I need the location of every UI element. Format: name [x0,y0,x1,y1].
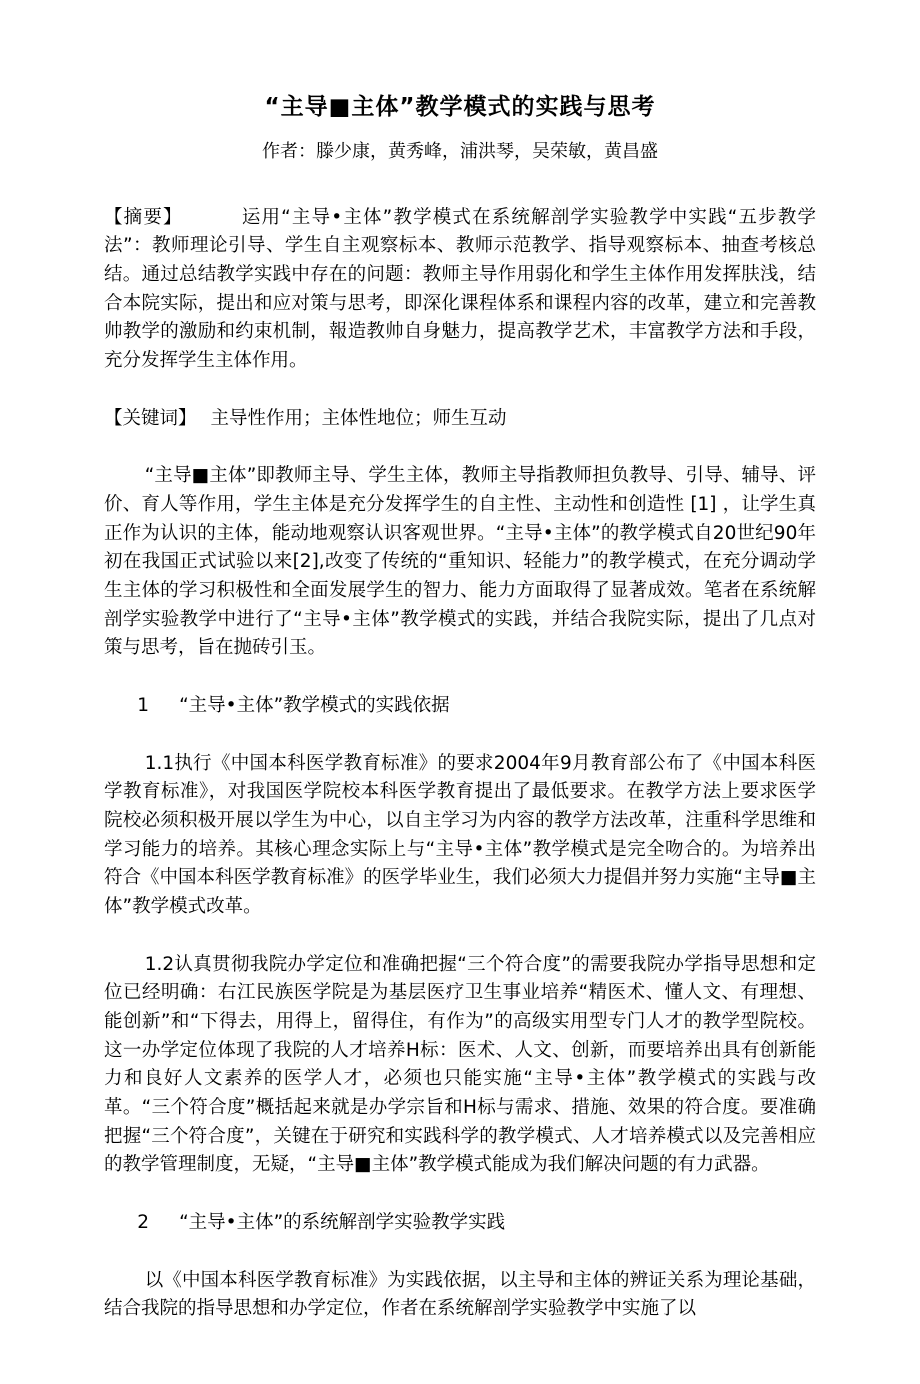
keywords-text: 主导性作用；主体性地位；师生互动 [210,407,507,429]
abstract-text: 运用“主导•主体”教学模式在系统解剖学实验教学中实践“五步教学法”：教师理论引导、学生自主观察标本、教师示范教学、指导观察标本、抽查考核总结。通过总结教学实践中存在的问题：教师主导作用弱化和学生主体作用发挥肤浅，结合本院实际，提出和应对策与思考，即深化课程体系和课程内容的改革，建立和完善教帅教学的激励和约束机制，報造教帅自身魅力，提高教学艺术，丰富教学方法和手段，充分发挥学生主体作用。 [104,206,816,371]
section-2-heading [104,1209,816,1238]
section-2-title: “主导•主体”的系统解剖学实验教学实践 [179,1212,506,1234]
intro-paragraph: “主导■主体”即教师主导、学生主体，教师主导指教师担负教导、引导、辅导、评价、育人等作用，学生主体是充分发挥学生的自主性、主动性和创造性 [1] ，让学生真正作为认识的主体，能动地观察认识客观世界。“主导•主体”的教学模式自20世纪90年初在我国正式试验以来[2],改变了传统的“重知识、轻能力”的教学模式，在充分调动学生主体的学习积极性和全面发展学生的智力、能力方面取得了显著成效。笔者在系统解剖学实验教学中进行了“主导•主体”教学模式的实践，并结合我院实际，提出了几点对策与思考，旨在抛砖引玉。 [104,465,816,659]
abstract-label: 【摘要】 [104,206,183,228]
paragraph-1-2: 1.2认真贯彻我院办学定位和准确把握“三个符合度”的需要我院办学指导思想和定位已经明确：右江民族医学院是为基层医疗卫生事业培养“精医术、懂人文、有理想、能创新”和“下得去，用得上，留得住，有作为”的高级实用型专门人才的教学型院校。这一办学定位体现了我院的人才培养H标：医术、人文、创新，而要培养出具有创新能力和良好人文素养的医学人才，必须也只能实施“主导•主体”教学模式的实践与改革。“三个符合度”概括起来就是办学宗旨和H标与需求、措施、效果的符合度。要准确把握“三个符合度”，关键在于研究和实践科学的教学模式、人才培养模式以及完善相应的教学管理制度，无疑，“主导■主体”教学模式能成为我们解决问题的有力武器。 [104,953,816,1176]
section-1-number: 1 [137,694,150,716]
keywords-paragraph [104,405,816,434]
authors-line: 作者：滕少康，黄秀峰，浦洪琴，吴荣敏，黄昌盛 [262,140,658,162]
section-1-heading [104,692,816,721]
section-1-title: “主导•主体”教学模式的实践依据 [179,694,450,716]
paragraph-1-1: 1.1执行《中国本科医学教育标准》的要求2004年9月教育部公布了《中国本科医学教育标准》，对我国医学院校本科医学教育提出了最低要求。在教学方法上要求医学院校必须积极开展以学生为中心，以自主学习为内容的教学方法改革，注重科学思维和学习能力的培养。其核心理念实际上与“主导•主体”教学模式是完全吻合的。为培养出符合《中国本科医学教育标准》的医学毕业生，我们必须大力提倡并努力实施“主导■主体”教学模式改革。 [104,752,816,917]
abstract-paragraph [104,204,816,376]
section-2-number: 2 [137,1212,150,1234]
closing-paragraph: 以《中国本科医学教育标准》为实践依据，以主导和主体的辨证关系为理论基础，结合我院的指导思想和办学定位，作者在系统解剖学实验教学中实施了以 [104,1269,816,1320]
keywords-label: 【关键词】 [104,407,197,429]
document-title: “主导■主体”教学模式的实践与思考 [264,94,656,120]
